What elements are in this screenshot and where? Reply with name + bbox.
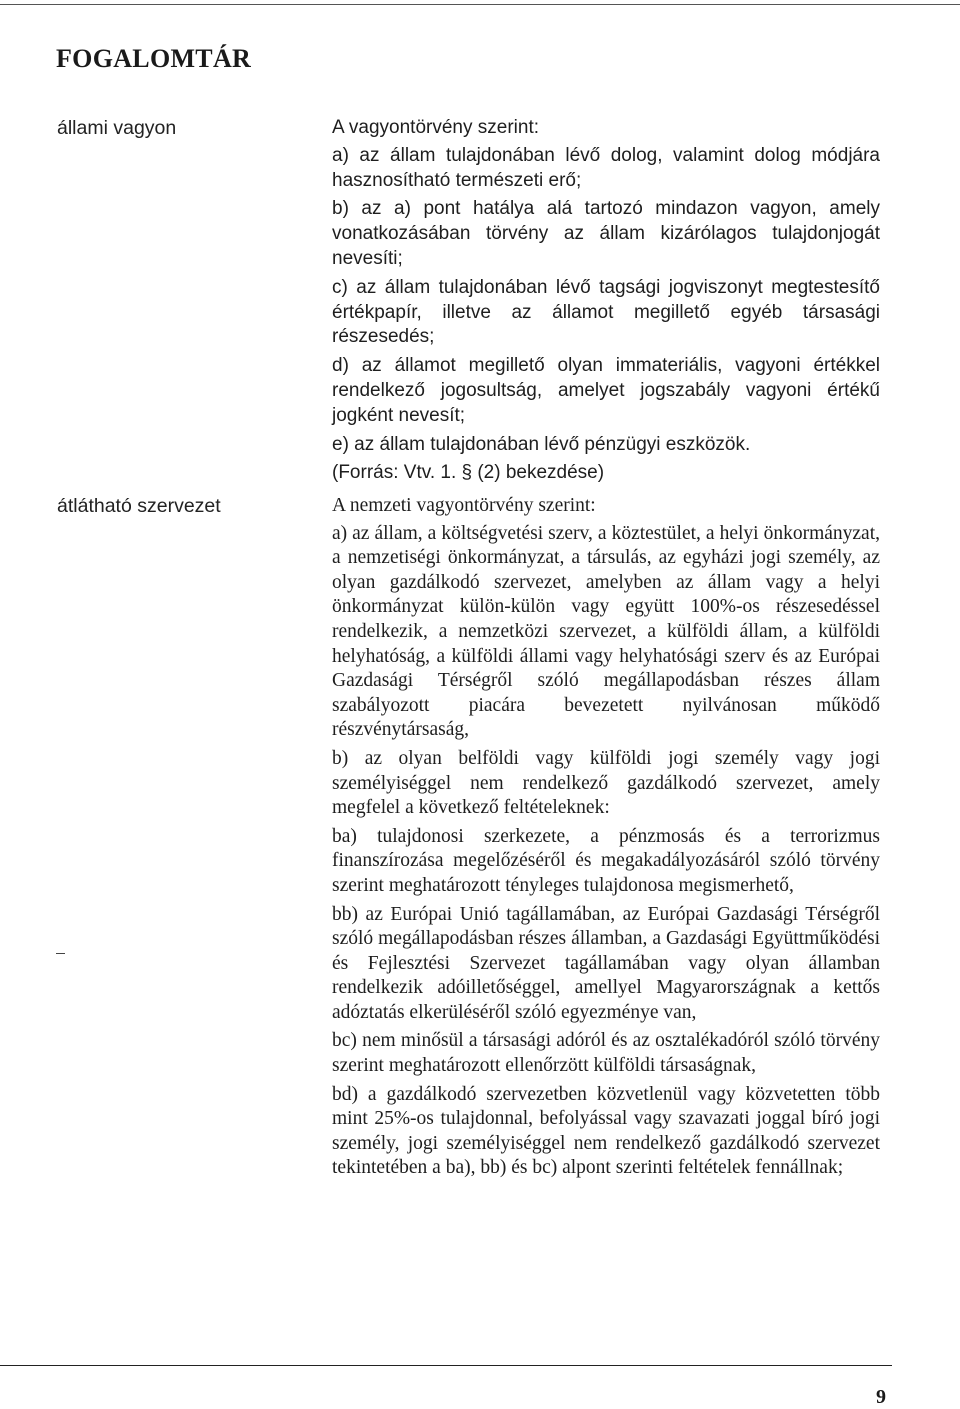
glossary-term: állami vagyon: [57, 117, 177, 139]
page-title: FOGALOMTÁR: [56, 44, 252, 73]
margin-dash: [56, 953, 65, 954]
definition-intro: A nemzeti vagyontörvény szerint:: [332, 495, 596, 516]
glossary-definition: [332, 494, 880, 1185]
glossary-definition: [332, 116, 880, 490]
glossary-term: átlátható szervezet: [57, 495, 221, 517]
definition-item: bc) nem minősül a társasági adóról és az osztalékadóról szóló törvény szerint meghatározott ellenőrzött külföldi társaságnak,: [332, 1030, 880, 1077]
definition-item: bb) az Európai Unió tagállamában, az Európai Gazdasági Térségről szóló megállapodásban részes államban, a Gazdasági Együttműködési és Fejlesztési Szervezet tagállamában vagy olyan államban rendelkezik adóilletőséggel, amellyel Magyarországnak a kettős adóztatás elkerüléséről szóló egyezménye van,: [332, 903, 880, 1023]
definition-item: bd) a gazdálkodó szervezetben közvetlenül vagy közvetetten több mint 25%-os tulajdonnal, befolyással vagy szavazati joggal bíró jogi személy, jogi személyiséggel nem rendelkező gazdálkodó szervezet tekintetében a ba), bb) és bc) alpont szerinti feltételek fennállnak;: [332, 1083, 880, 1179]
bottom-rule: [0, 1365, 892, 1366]
definition-item: b) az a) pont hatálya alá tartozó mindazon vagyon, amely vonatkozásában törvény az állam kizárólagos tulajdonjogát nevesíti;: [332, 198, 880, 269]
source-citation: (Forrás: Vtv. 1. § (2) bekezdése): [332, 462, 605, 484]
definition-item: ba) tulajdonosi szerkezete, a pénzmosás és a terrorizmus finanszírozása megelőzéséről és megakadályozásáról szóló törvény szerint meghatározott tényleges tulajdonosa megismerhető,: [332, 825, 880, 896]
definition-item: c) az állam tulajdonában lévő tagsági jogviszonyt megtestesítő értékpapír, illetve az államot megillető egyéb társasági részesedés;: [332, 276, 880, 348]
definition-item: a) az állam tulajdonában lévő dolog, valamint dolog módjára hasznosítható természeti erő;: [332, 144, 880, 191]
page-number: 9: [876, 1386, 886, 1408]
top-rule: [0, 4, 960, 5]
definition-item: a) az állam, a költségvetési szerv, a köztestület, a helyi önkormányzat, a nemzetiségi önkormányzat, a társulás, az egyházi jogi személy, az olyan gazdálkodó szervezet, amelyben az állam vagy a helyi önkormányzat külön-külön vagy együtt 100%-os részesedéssel rendelkezik, a nemzetközi szervezet, a külföldi állam, a külföldi helyhatóság, a külföldi állami vagy helyhatósági szerv és az Európai Gazdasági Térségről szóló megállapodásban részes állam szabályozott piacára bevezetett nyilvánosan működő részvénytársaság,: [332, 522, 880, 741]
definition-item: d) az államot megillető olyan immateriális, vagyoni értékkel rendelkező jogosultság, amelyet jogszabály vagyoni értékű jogként nevesít;: [332, 355, 880, 426]
definition-item: e) az állam tulajdonában lévő pénzügyi eszközök.: [332, 433, 751, 455]
definition-item: b) az olyan belföldi vagy külföldi jogi személy vagy jogi személyiséggel nem rendelkező gazdálkodó szervezet, amely megfelel a következő feltételeknek:: [332, 747, 880, 819]
definition-intro: A vagyontörvény szerint:: [332, 117, 539, 138]
